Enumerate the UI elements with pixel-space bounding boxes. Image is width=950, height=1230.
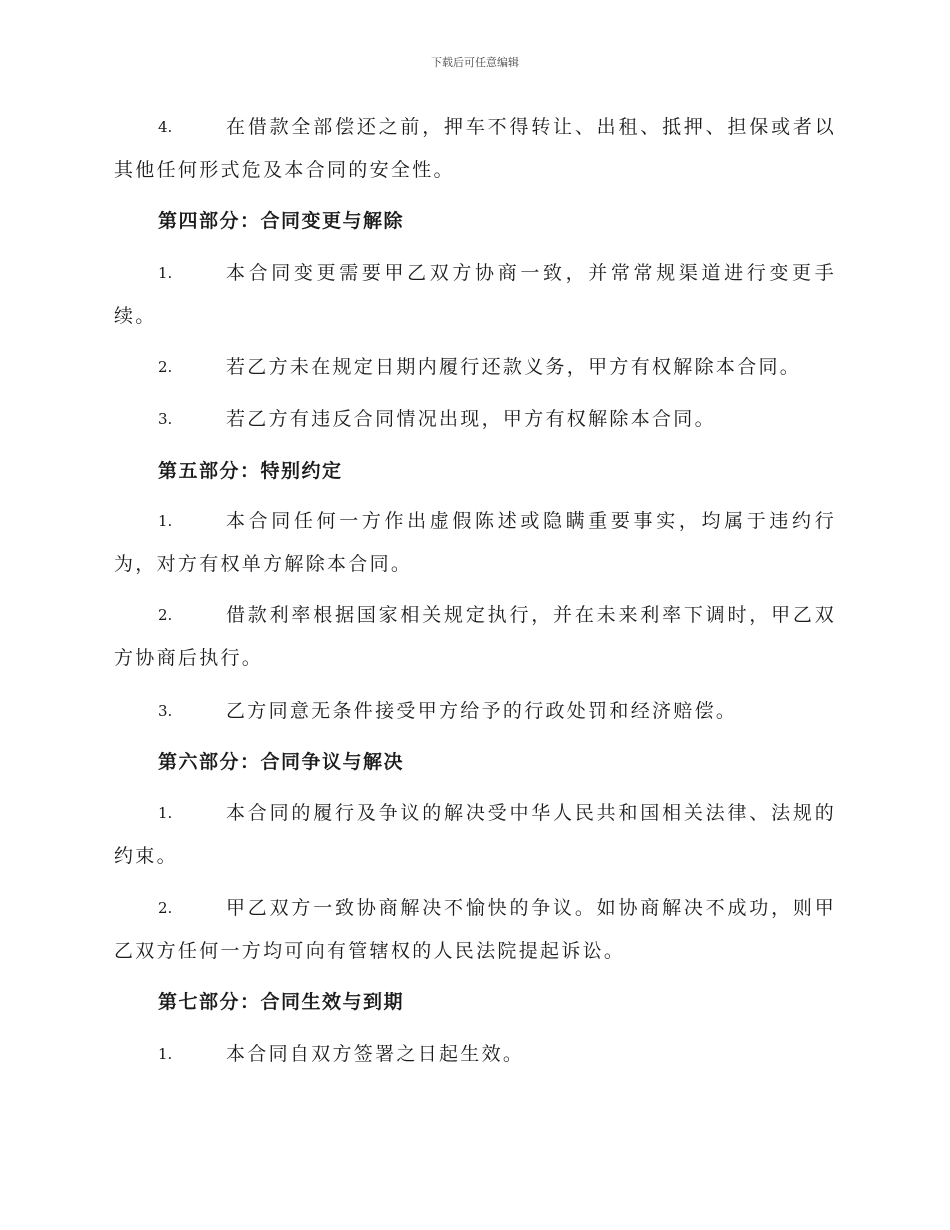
- clause-text: 乙方同意无条件接受甲方给予的行政处罚和经济赔偿。: [226, 700, 738, 722]
- clause-text: 本合同的履行及争议的解决受中华人民共和国相关法律、法规的约束。: [114, 802, 836, 867]
- clause-text: 本合同自双方签署之日起生效。: [226, 1043, 525, 1065]
- clause-number: 1.: [158, 512, 173, 530]
- clause-number: 2.: [158, 606, 173, 624]
- clause-item: [114, 690, 836, 733]
- clause-text: 甲乙双方一致协商解决不愉快的争议。如协商解决不成功，则甲乙双方任何一方均可向有管辖权的人民法院提起诉讼。: [114, 897, 836, 962]
- clause-text: 本合同任何一方作出虚假陈述或隐瞒重要事实，均属于违约行为，对方有权单方解除本合同。: [114, 510, 836, 575]
- clause-text: 若乙方有违反合同情况出现，甲方有权解除本合同。: [226, 408, 716, 430]
- clause-number: 1.: [158, 264, 173, 282]
- clause-item: [114, 252, 836, 338]
- clause-text: 在借款全部偿还之前，押车不得转让、出租、抵押、担保或者以其他任何形式危及本合同的安全性。: [114, 116, 836, 181]
- clause-text: 本合同变更需要甲乙双方协商一致，并常常规渠道进行变更手续。: [114, 262, 836, 327]
- clause-text: 借款利率根据国家相关规定执行，并在未来利率下调时，甲乙双方协商后执行。: [114, 604, 836, 669]
- clause-number: 1.: [158, 1045, 173, 1063]
- clause-item: [114, 398, 836, 441]
- clause-item: [114, 106, 836, 192]
- clause-number: 3.: [158, 410, 173, 428]
- section-heading-5: 第五部分：特别约定: [158, 460, 343, 482]
- clause-item: [114, 792, 836, 878]
- clause-item: [114, 887, 836, 973]
- clause-item: [114, 1033, 836, 1076]
- clause-item: [114, 594, 836, 680]
- clause-number: 2.: [158, 899, 173, 917]
- clause-text: 若乙方未在规定日期内履行还款义务，甲方有权解除本合同。: [226, 356, 802, 378]
- clause-number: 4.: [158, 118, 173, 136]
- clause-item: [114, 500, 836, 586]
- section-heading-4: 第四部分：合同变更与解除: [158, 210, 405, 232]
- clause-item: [114, 346, 836, 389]
- section-heading-7: 第七部分：合同生效与到期: [158, 991, 405, 1013]
- clause-number: 2.: [158, 358, 173, 376]
- section-heading-6: 第六部分：合同争议与解决: [158, 751, 405, 773]
- page-header: 下载后可任意编辑: [431, 56, 519, 69]
- clause-number: 3.: [158, 702, 173, 720]
- clause-number: 1.: [158, 804, 173, 822]
